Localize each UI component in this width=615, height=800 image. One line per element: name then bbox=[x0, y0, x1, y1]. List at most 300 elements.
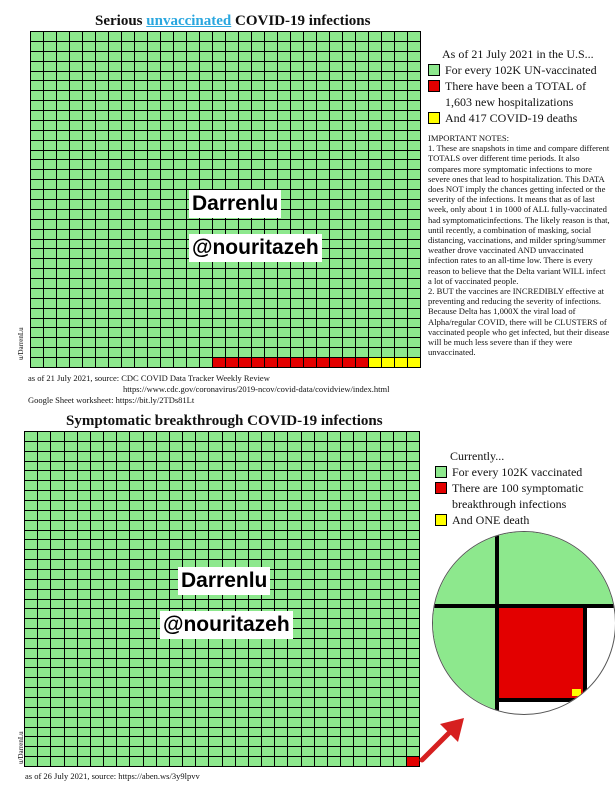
waffle-cell bbox=[174, 279, 186, 288]
waffle-cell bbox=[330, 91, 342, 100]
waffle-cell bbox=[200, 91, 212, 100]
waffle-cell bbox=[226, 338, 238, 347]
waffle-cell bbox=[31, 91, 43, 100]
waffle-cell bbox=[174, 348, 186, 357]
waffle-cell bbox=[367, 540, 379, 549]
waffle-cell bbox=[330, 160, 342, 169]
waffle-cell bbox=[25, 501, 37, 510]
waffle-cell bbox=[249, 757, 261, 766]
waffle-cell bbox=[356, 240, 368, 249]
waffle-cell bbox=[407, 432, 419, 441]
waffle-cell bbox=[369, 190, 381, 199]
source-line-2[interactable]: https://www.cdc.gov/coronavirus/2019-ncov/covid-data/covidview/index.html bbox=[123, 384, 390, 394]
waffle-cell bbox=[25, 639, 37, 648]
waffle-cell bbox=[96, 230, 108, 239]
waffle-cell bbox=[288, 728, 300, 737]
waffle-cell bbox=[183, 728, 195, 737]
waffle-cell bbox=[51, 639, 63, 648]
waffle-cell bbox=[249, 511, 261, 520]
waffle-cell bbox=[262, 501, 274, 510]
chart-2-source[interactable]: as of 26 July 2021, source: https://aben.ws/3y9lpvv bbox=[25, 771, 200, 781]
waffle-cell bbox=[395, 170, 407, 179]
waffle-cell bbox=[209, 442, 221, 451]
waffle-cell bbox=[252, 269, 264, 278]
waffle-cell bbox=[109, 358, 121, 367]
waffle-cell bbox=[381, 491, 393, 500]
waffle-cell bbox=[157, 511, 169, 520]
waffle-cell bbox=[78, 481, 90, 490]
waffle-cell bbox=[91, 550, 103, 559]
waffle-cell bbox=[367, 570, 379, 579]
waffle-cell bbox=[354, 471, 366, 480]
waffle-cell bbox=[223, 452, 235, 461]
waffle-cell bbox=[265, 141, 277, 150]
waffle-cell bbox=[170, 452, 182, 461]
waffle-cell bbox=[302, 432, 314, 441]
waffle-cell bbox=[291, 279, 303, 288]
waffle-cell bbox=[381, 590, 393, 599]
waffle-cell bbox=[394, 600, 406, 609]
waffle-cell bbox=[44, 348, 56, 357]
waffle-cell bbox=[367, 580, 379, 589]
waffle-cell bbox=[83, 81, 95, 90]
waffle-cell bbox=[144, 501, 156, 510]
waffle-cell bbox=[44, 299, 56, 308]
waffle-cell bbox=[196, 511, 208, 520]
waffle-cell bbox=[148, 309, 160, 318]
waffle-cell bbox=[161, 42, 173, 51]
waffle-cell bbox=[394, 639, 406, 648]
waffle-cell bbox=[57, 170, 69, 179]
waffle-cell bbox=[395, 151, 407, 160]
waffle-cell bbox=[78, 531, 90, 540]
waffle-cell bbox=[328, 462, 340, 471]
waffle-cell bbox=[91, 580, 103, 589]
waffle-cell bbox=[83, 121, 95, 130]
waffle-cell bbox=[265, 91, 277, 100]
waffle-cell bbox=[78, 629, 90, 638]
waffle-cell bbox=[104, 747, 116, 756]
waffle-cell bbox=[157, 540, 169, 549]
waffle-cell bbox=[174, 72, 186, 81]
waffle-cell bbox=[381, 737, 393, 746]
waffle-cell bbox=[382, 52, 394, 61]
waffle-cell bbox=[302, 619, 314, 628]
waffle-cell bbox=[196, 747, 208, 756]
waffle-cell bbox=[57, 62, 69, 71]
waffle-cell bbox=[317, 279, 329, 288]
waffle-cell bbox=[96, 72, 108, 81]
waffle-cell bbox=[196, 531, 208, 540]
waffle-cell bbox=[236, 659, 248, 668]
waffle-cell bbox=[144, 442, 156, 451]
waffle-cell bbox=[223, 540, 235, 549]
waffle-cell bbox=[44, 62, 56, 71]
source-line-3[interactable]: Google Sheet worksheet: https://bit.ly/2TDs81Lt bbox=[28, 395, 195, 405]
zoom-cell-green-bottom-left bbox=[433, 608, 495, 714]
waffle-cell bbox=[394, 718, 406, 727]
waffle-cell bbox=[209, 649, 221, 658]
waffle-cell bbox=[382, 299, 394, 308]
waffle-cell bbox=[317, 160, 329, 169]
waffle-cell-hospitalization bbox=[330, 358, 342, 367]
waffle-cell bbox=[170, 708, 182, 717]
waffle-cell bbox=[109, 151, 121, 160]
waffle-cell bbox=[83, 62, 95, 71]
waffle-cell bbox=[369, 52, 381, 61]
waffle-cell bbox=[104, 668, 116, 677]
waffle-cell bbox=[213, 220, 225, 229]
waffle-cell bbox=[183, 708, 195, 717]
waffle-cell bbox=[304, 91, 316, 100]
waffle-cell bbox=[328, 452, 340, 461]
waffle-cell bbox=[252, 279, 264, 288]
waffle-cell bbox=[278, 160, 290, 169]
waffle-cell bbox=[117, 609, 129, 618]
waffle-cell bbox=[44, 279, 56, 288]
waffle-cell bbox=[209, 491, 221, 500]
waffle-cell bbox=[51, 619, 63, 628]
waffle-cell bbox=[213, 170, 225, 179]
waffle-cell bbox=[161, 101, 173, 110]
waffle-cell bbox=[304, 180, 316, 189]
waffle-cell bbox=[317, 151, 329, 160]
waffle-cell bbox=[44, 190, 56, 199]
waffle-cell bbox=[122, 52, 134, 61]
waffle-cell bbox=[252, 121, 264, 130]
waffle-cell bbox=[183, 432, 195, 441]
waffle-cell bbox=[330, 328, 342, 337]
waffle-cell bbox=[130, 728, 142, 737]
waffle-cell bbox=[343, 151, 355, 160]
waffle-cell bbox=[135, 358, 147, 367]
waffle-cell bbox=[96, 348, 108, 357]
waffle-cell bbox=[187, 358, 199, 367]
waffle-cell bbox=[291, 111, 303, 120]
waffle-cell bbox=[91, 609, 103, 618]
waffle-cell bbox=[148, 338, 160, 347]
waffle-cell bbox=[122, 131, 134, 140]
waffle-cell bbox=[200, 141, 212, 150]
waffle-cell bbox=[291, 32, 303, 41]
waffle-cell bbox=[38, 708, 50, 717]
waffle-cell bbox=[302, 639, 314, 648]
waffle-cell bbox=[265, 101, 277, 110]
waffle-cell bbox=[302, 590, 314, 599]
waffle-cell bbox=[341, 531, 353, 540]
waffle-cell bbox=[157, 442, 169, 451]
waffle-cell bbox=[57, 190, 69, 199]
waffle-cell bbox=[91, 737, 103, 746]
waffle-cell bbox=[83, 259, 95, 268]
waffle-cell bbox=[408, 200, 420, 209]
waffle-cell bbox=[196, 540, 208, 549]
waffle-cell bbox=[109, 259, 121, 268]
waffle-cell bbox=[104, 600, 116, 609]
waffle-cell bbox=[51, 728, 63, 737]
waffle-cell bbox=[291, 42, 303, 51]
waffle-cell-death bbox=[408, 358, 420, 367]
waffle-cell bbox=[144, 698, 156, 707]
waffle-cell bbox=[157, 668, 169, 677]
waffle-cell bbox=[196, 708, 208, 717]
waffle-cell bbox=[196, 668, 208, 677]
waffle-cell bbox=[148, 121, 160, 130]
waffle-cell bbox=[367, 462, 379, 471]
waffle-cell bbox=[78, 747, 90, 756]
waffle-cell bbox=[135, 121, 147, 130]
waffle-cell bbox=[117, 511, 129, 520]
waffle-cell bbox=[174, 170, 186, 179]
waffle-cell bbox=[275, 452, 287, 461]
waffle-cell bbox=[278, 101, 290, 110]
waffle-cell bbox=[262, 550, 274, 559]
chart-1-title-part-1: Serious bbox=[95, 13, 147, 29]
waffle-cell bbox=[288, 600, 300, 609]
waffle-cell bbox=[109, 328, 121, 337]
waffle-cell bbox=[117, 580, 129, 589]
waffle-cell bbox=[278, 328, 290, 337]
waffle-cell bbox=[239, 32, 251, 41]
waffle-cell bbox=[31, 62, 43, 71]
waffle-cell bbox=[223, 649, 235, 658]
waffle-cell bbox=[135, 348, 147, 357]
waffle-cell bbox=[395, 91, 407, 100]
waffle-cell bbox=[354, 688, 366, 697]
waffle-cell-hospitalization bbox=[252, 358, 264, 367]
waffle-cell bbox=[187, 180, 199, 189]
waffle-cell bbox=[343, 210, 355, 219]
waffle-cell bbox=[367, 491, 379, 500]
waffle-cell bbox=[223, 471, 235, 480]
chart-1-title-link[interactable]: unvaccinated bbox=[146, 13, 232, 29]
waffle-cell bbox=[407, 570, 419, 579]
waffle-cell bbox=[109, 299, 121, 308]
waffle-cell bbox=[262, 747, 274, 756]
waffle-cell bbox=[70, 190, 82, 199]
waffle-cell bbox=[394, 570, 406, 579]
waffle-cell bbox=[44, 319, 56, 328]
waffle-cell bbox=[275, 442, 287, 451]
waffle-cell bbox=[57, 358, 69, 367]
waffle-cell bbox=[394, 471, 406, 480]
waffle-cell bbox=[109, 72, 121, 81]
waffle-cell bbox=[117, 540, 129, 549]
waffle-cell bbox=[144, 728, 156, 737]
waffle-cell bbox=[275, 718, 287, 727]
waffle-cell bbox=[302, 659, 314, 668]
waffle-cell bbox=[315, 580, 327, 589]
waffle-cell bbox=[38, 452, 50, 461]
waffle-cell bbox=[91, 688, 103, 697]
waffle-cell bbox=[65, 511, 77, 520]
waffle-cell bbox=[122, 338, 134, 347]
waffle-cell bbox=[395, 230, 407, 239]
waffle-cell bbox=[288, 757, 300, 766]
waffle-cell bbox=[57, 338, 69, 347]
waffle-cell bbox=[65, 609, 77, 618]
waffle-cell bbox=[161, 180, 173, 189]
waffle-cell bbox=[183, 747, 195, 756]
waffle-cell bbox=[70, 289, 82, 298]
waffle-cell bbox=[382, 338, 394, 347]
waffle-cell bbox=[104, 521, 116, 530]
waffle-cell bbox=[343, 32, 355, 41]
waffle-cell bbox=[395, 131, 407, 140]
waffle-cell bbox=[302, 708, 314, 717]
waffle-cell bbox=[44, 91, 56, 100]
waffle-cell bbox=[51, 600, 63, 609]
waffle-cell bbox=[330, 210, 342, 219]
waffle-cell bbox=[236, 462, 248, 471]
waffle-cell bbox=[369, 309, 381, 318]
waffle-cell bbox=[83, 151, 95, 160]
waffle-cell bbox=[83, 358, 95, 367]
waffle-cell bbox=[356, 210, 368, 219]
waffle-cell bbox=[51, 668, 63, 677]
waffle-cell bbox=[356, 279, 368, 288]
waffle-cell bbox=[354, 452, 366, 461]
waffle-cell bbox=[239, 151, 251, 160]
waffle-cell bbox=[148, 210, 160, 219]
waffle-cell bbox=[395, 279, 407, 288]
waffle-cell bbox=[122, 309, 134, 318]
waffle-cell bbox=[330, 52, 342, 61]
waffle-cell bbox=[394, 462, 406, 471]
waffle-cell bbox=[135, 42, 147, 51]
waffle-cell bbox=[209, 501, 221, 510]
waffle-cell bbox=[317, 220, 329, 229]
waffle-cell bbox=[302, 678, 314, 687]
waffle-cell bbox=[341, 501, 353, 510]
waffle-cell bbox=[209, 728, 221, 737]
waffle-cell bbox=[226, 121, 238, 130]
waffle-cell bbox=[148, 72, 160, 81]
waffle-cell bbox=[317, 32, 329, 41]
waffle-cell bbox=[252, 180, 264, 189]
waffle-cell bbox=[161, 131, 173, 140]
waffle-cell bbox=[187, 319, 199, 328]
waffle-cell bbox=[394, 728, 406, 737]
waffle-cell bbox=[381, 432, 393, 441]
waffle-cell bbox=[395, 200, 407, 209]
waffle-cell bbox=[96, 210, 108, 219]
waffle-cell bbox=[369, 230, 381, 239]
waffle-cell bbox=[249, 550, 261, 559]
waffle-cell bbox=[135, 319, 147, 328]
waffle-cell bbox=[328, 580, 340, 589]
waffle-cell bbox=[302, 560, 314, 569]
waffle-cell bbox=[407, 511, 419, 520]
waffle-cell bbox=[265, 319, 277, 328]
waffle-cell bbox=[130, 550, 142, 559]
waffle-cell bbox=[223, 501, 235, 510]
waffle-cell-hospitalization bbox=[343, 358, 355, 367]
waffle-cell bbox=[381, 639, 393, 648]
waffle-cell bbox=[144, 619, 156, 628]
waffle-cell bbox=[381, 649, 393, 658]
waffle-cell bbox=[394, 550, 406, 559]
waffle-cell bbox=[104, 432, 116, 441]
waffle-cell bbox=[174, 230, 186, 239]
waffle-cell bbox=[135, 160, 147, 169]
waffle-cell bbox=[223, 698, 235, 707]
waffle-cell bbox=[187, 328, 199, 337]
waffle-cell-hospitalization bbox=[265, 358, 277, 367]
waffle-cell bbox=[44, 259, 56, 268]
waffle-cell bbox=[262, 471, 274, 480]
waffle-cell bbox=[25, 718, 37, 727]
waffle-cell bbox=[356, 190, 368, 199]
waffle-cell bbox=[122, 328, 134, 337]
waffle-cell bbox=[369, 249, 381, 258]
waffle-cell bbox=[249, 678, 261, 687]
waffle-cell bbox=[96, 338, 108, 347]
waffle-cell bbox=[148, 200, 160, 209]
waffle-cell bbox=[31, 319, 43, 328]
waffle-cell bbox=[183, 550, 195, 559]
waffle-cell bbox=[354, 580, 366, 589]
waffle-cell bbox=[170, 698, 182, 707]
waffle-cell bbox=[183, 442, 195, 451]
waffle-cell bbox=[367, 471, 379, 480]
waffle-cell bbox=[395, 319, 407, 328]
waffle-cell bbox=[341, 491, 353, 500]
waffle-cell bbox=[31, 72, 43, 81]
waffle-cell bbox=[315, 550, 327, 559]
waffle-cell bbox=[381, 442, 393, 451]
waffle-cell bbox=[170, 737, 182, 746]
waffle-cell bbox=[223, 678, 235, 687]
waffle-cell bbox=[278, 309, 290, 318]
waffle-cell bbox=[200, 111, 212, 120]
waffle-cell bbox=[356, 180, 368, 189]
waffle-cell bbox=[328, 540, 340, 549]
waffle-cell bbox=[381, 521, 393, 530]
waffle-cell bbox=[157, 688, 169, 697]
waffle-cell bbox=[44, 81, 56, 90]
waffle-cell bbox=[44, 151, 56, 160]
waffle-cell bbox=[262, 540, 274, 549]
waffle-cell bbox=[369, 62, 381, 71]
waffle-cell bbox=[356, 200, 368, 209]
waffle-cell bbox=[249, 600, 261, 609]
waffle-cell bbox=[341, 639, 353, 648]
waffle-cell bbox=[196, 452, 208, 461]
waffle-cell bbox=[367, 609, 379, 618]
waffle-cell bbox=[278, 289, 290, 298]
waffle-cell-hospitalization bbox=[278, 358, 290, 367]
waffle-cell bbox=[130, 531, 142, 540]
waffle-cell bbox=[278, 338, 290, 347]
waffle-cell bbox=[275, 747, 287, 756]
waffle-cell bbox=[157, 747, 169, 756]
waffle-cell bbox=[70, 220, 82, 229]
waffle-cell bbox=[249, 452, 261, 461]
waffle-cell bbox=[38, 609, 50, 618]
waffle-cell bbox=[252, 72, 264, 81]
waffle-cell bbox=[148, 299, 160, 308]
waffle-cell bbox=[343, 111, 355, 120]
waffle-cell bbox=[304, 170, 316, 179]
waffle-cell bbox=[302, 737, 314, 746]
waffle-cell bbox=[315, 668, 327, 677]
waffle-cell bbox=[38, 501, 50, 510]
waffle-cell bbox=[381, 718, 393, 727]
waffle-cell bbox=[57, 319, 69, 328]
waffle-cell bbox=[395, 299, 407, 308]
zoom-inset bbox=[432, 531, 615, 715]
